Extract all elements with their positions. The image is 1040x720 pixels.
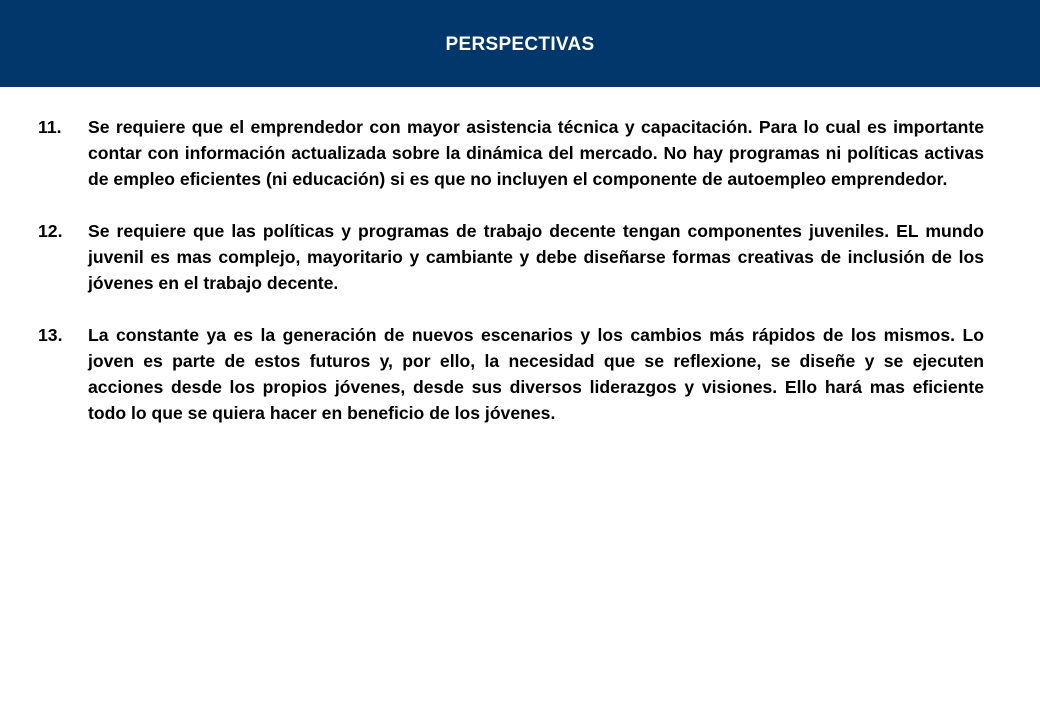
page-title: PERSPECTIVAS xyxy=(445,34,595,55)
list-item xyxy=(38,114,984,192)
title-bar xyxy=(0,0,1040,87)
list-item-text: Se requiere que el emprendedor con mayor asistencia técnica y capacitación. Para lo cual es importante contar con información actualizada sobre la dinámica del mercado. No hay programas ni políticas activas de empleo eficientes (ni educación) si es que no incluyen el componente de autoempleo emprendedor. xyxy=(88,117,984,189)
list-item xyxy=(38,218,984,296)
list-item-text: La constante ya es la generación de nuevos escenarios y los cambios más rápidos de los mismos. Lo joven es parte de estos futuros y, por ello, la necesidad que se reflexione, se diseñe y se ejecuten acciones desde los propios jóvenes, desde sus diversos liderazgos y visiones. Ello hará mas eficiente todo lo que se quiera hacer en beneficio de los jóvenes. xyxy=(88,325,984,423)
list-item-text: Se requiere que las políticas y programas de trabajo decente tengan componentes juveniles. EL mundo juvenil es mas complejo, mayoritario y cambiante y debe diseñarse formas creativas de inclusión de los jóvenes en el trabajo decente. xyxy=(88,221,984,293)
numbered-list xyxy=(38,114,984,452)
list-item-number: 12. xyxy=(38,221,63,241)
list-item-number: 13. xyxy=(38,325,63,345)
list-item-number: 11. xyxy=(38,117,62,137)
list-item xyxy=(38,322,984,426)
